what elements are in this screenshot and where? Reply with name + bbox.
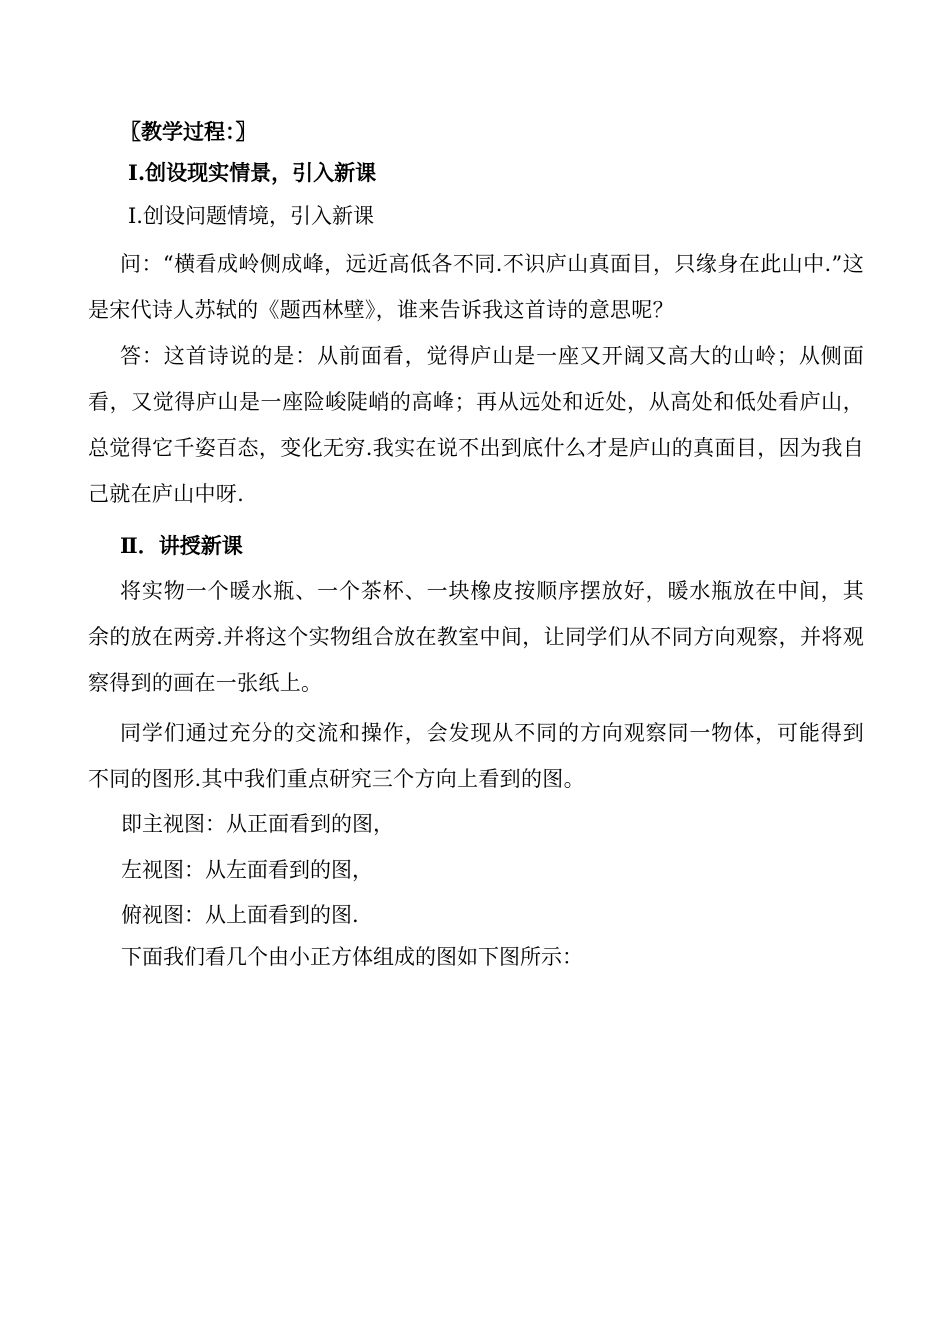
view-front-line: 即主视图：从正面看到的图， bbox=[121, 812, 394, 836]
heading-1-sub: Ⅰ.创设问题情境，引入新课 bbox=[128, 204, 374, 228]
objects-paragraph: 将实物一个暖水瓶、一个茶杯、一块橡皮按顺序摆放好，暖水瓶放在中间，其余的放在两旁.并将这个实物组合放在教室中间，让同学们从不同方向观察，并将观察得到的画在一张纸上。 bbox=[88, 579, 864, 695]
answer-paragraph: 答：这首诗说的是：从前面看，觉得庐山是一座又开阔又高大的山岭；从侧面看，又觉得庐山是一座险峻陡峭的高峰；再从远处和近处，从高处和低处看庐山，总觉得它千姿百态，变化无穷.我实在说不出到底什么才是庐山的真面目，因为我自己就在庐山中呀. bbox=[88, 344, 864, 506]
view-left-line: 左视图：从左面看到的图， bbox=[121, 858, 373, 882]
question-paragraph: 问：“横看成岭侧成峰，远近高低各不同.不识庐山真面目，只缘身在此山中.”这是宋代诗人苏轼的《题西林壁》，谁来告诉我这首诗的意思呢？ bbox=[88, 252, 864, 322]
heading-2: Ⅱ．讲授新课 bbox=[120, 533, 243, 558]
view-top-line: 俯视图：从上面看到的图. bbox=[121, 903, 359, 927]
closing-line: 下面我们看几个由小正方体组成的图如下图所示： bbox=[121, 945, 583, 969]
discover-paragraph: 同学们通过充分的交流和操作，会发现从不同的方向观察同一物体，可能得到不同的图形.其中我们重点研究三个方向上看到的图。 bbox=[88, 721, 864, 791]
section-title: 〖教学过程：〗 bbox=[120, 119, 257, 144]
heading-1: Ⅰ.创设现实情景，引入新课 bbox=[128, 160, 377, 185]
